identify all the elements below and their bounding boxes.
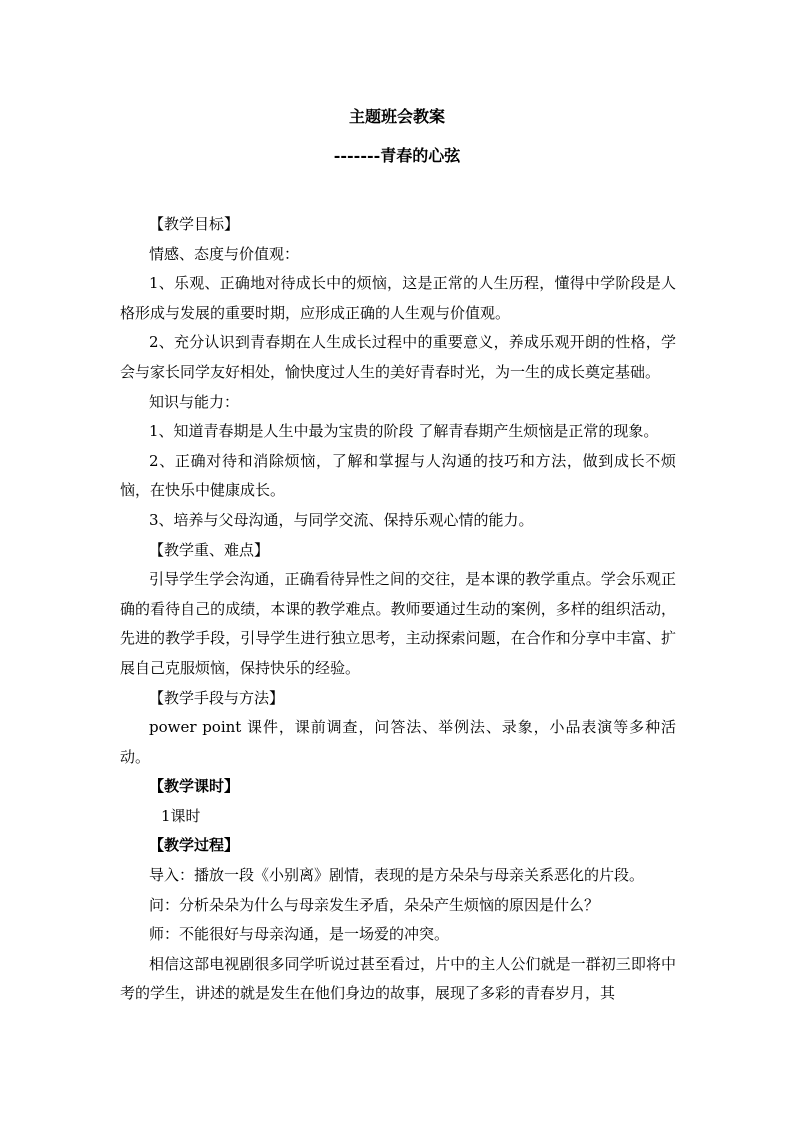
page-subtitle: -------青春的心弦 <box>333 146 461 165</box>
section-heading-teaching-goals: 【教学目标】 <box>149 215 240 233</box>
paragraph: 2、充分认识到青春期在人生成长过程中的重要意义，养成乐观开朗的性格，学会与家长同学友好相处，愉快度过人生的美好青春时光，为一生的成长奠定基础。 <box>120 333 676 381</box>
paragraph: power point 课件，课前调查，问答法、举例法、录象，小品表演等多种活动。 <box>120 718 676 766</box>
page-title: 主题班会教案 <box>348 107 445 126</box>
section-heading-teaching-process: 【教学过程】 <box>149 836 240 855</box>
paragraph: 1、知道青春期是人生中最为宝贵的阶段 了解青春期产生烦恼是正常的现象。 <box>149 422 659 441</box>
paragraph: 3、培养与父母沟通，与同学交流、保持乐观心情的能力。 <box>149 510 534 529</box>
paragraph: 1课时 <box>161 806 201 825</box>
paragraph: 2、正确对待和消除烦恼，了解和掌握与人沟通的技巧和方法，做到成长不烦恼，在快乐中健康成长。 <box>120 451 676 500</box>
section-heading-methods: 【教学手段与方法】 <box>149 688 285 707</box>
paragraph: 引导学生学会沟通，正确看待异性之间的交往，是本课的教学重点。学会乐观正确的看待自己的成绩，本课的教学难点。教师要通过生动的案例，多样的组织活动，先进的教学手段，引导学生进行独立思考，主动探索问题，在合作和分享中丰富、扩展自己克服烦恼，保持快乐的经验。 <box>120 570 676 677</box>
paragraph: 问：分析朵朵为什么与母亲发生矛盾，朵朵产生烦恼的原因是什么？ <box>149 895 600 914</box>
section-heading-class-hours: 【教学课时】 <box>149 777 240 796</box>
paragraph: 师：不能很好与母亲沟通，是一场爱的冲突。 <box>149 925 450 944</box>
paragraph: 导入：播放一段《小别离》剧情，表现的是方朵朵与母亲关系恶化的片段。 <box>149 866 645 885</box>
paragraph: 1、乐观、正确地对待成长中的烦恼，这是正常的人生历程，懂得中学阶段是人格形成与发展的重要时期，应形成正确的人生观与价值观。 <box>120 274 676 322</box>
paragraph: 知识与能力： <box>149 392 240 411</box>
section-heading-key-points: 【教学重、难点】 <box>149 540 270 559</box>
paragraph: 情感、态度与价值观： <box>149 244 300 263</box>
document-body <box>120 210 676 1009</box>
paragraph: 相信这部电视剧很多同学听说过甚至看过，片中的主人公们就是一群初三即将中考的学生，讲述的就是发生在他们身边的故事，展现了多彩的青春岁月，其 <box>120 954 676 1003</box>
